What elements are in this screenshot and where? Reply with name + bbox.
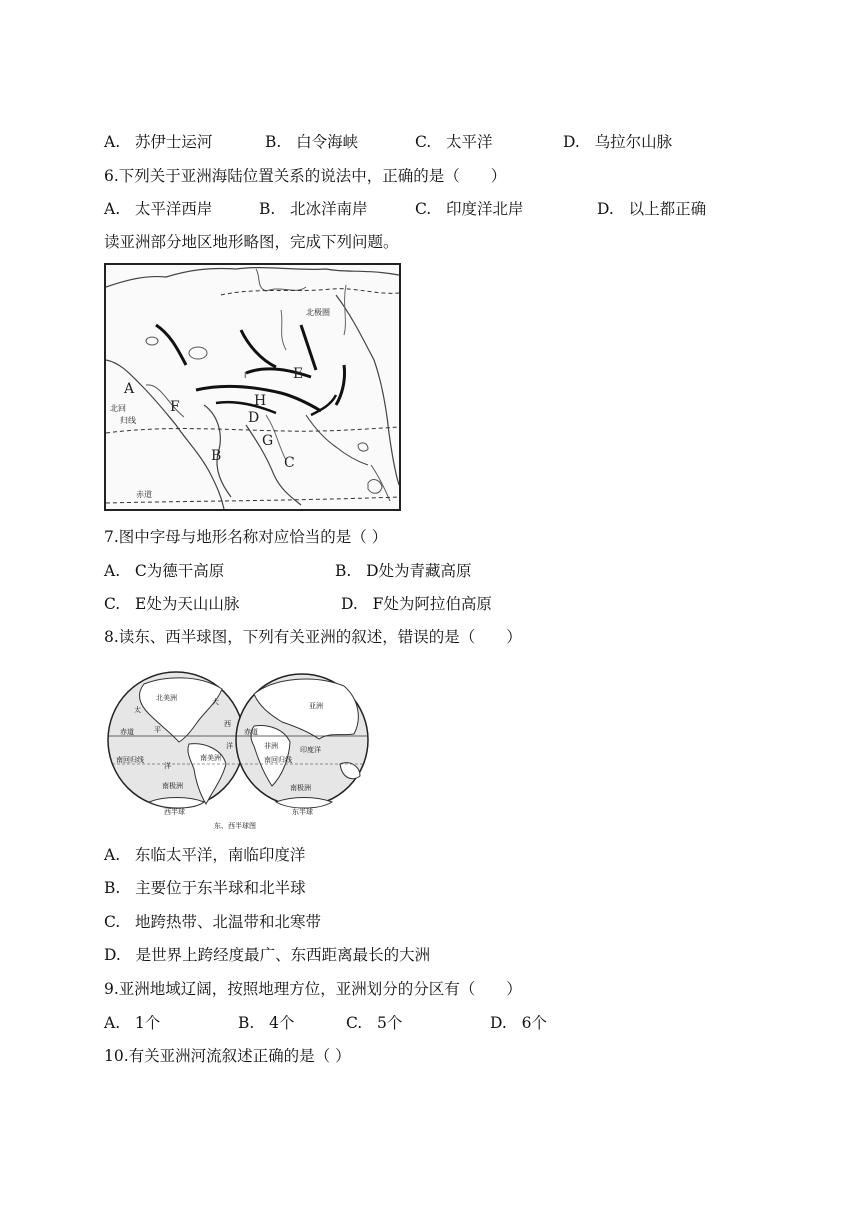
south-america-label: 南美洲 [200, 754, 221, 762]
east-antarctica-label: 南极洲 [290, 784, 311, 792]
option-letter: A. [104, 562, 121, 580]
option-letter: B. [238, 1014, 255, 1032]
west-atlantic-yang: 洋 [226, 742, 233, 750]
map-intro: 读亚洲部分地区地形略图，完成下列问题。 [104, 233, 399, 251]
q10-stem: 10.有关亚洲河流叙述正确的是（ ） [104, 1047, 351, 1065]
option-text: 4个 [269, 1014, 295, 1032]
q7-option-c[interactable] [104, 594, 239, 614]
map-letter-h: H [254, 393, 267, 409]
option-letter: D. [563, 133, 580, 151]
option-letter: B. [265, 133, 282, 151]
option-letter: D. [597, 200, 614, 218]
africa-label: 非洲 [264, 742, 278, 750]
q8-option-c[interactable] [104, 912, 321, 932]
option-text: 印度洋北岸 [446, 200, 524, 218]
q8-stem: 8.读东、西半球图，下列有关亚洲的叙述，错误的是（ ） [104, 628, 522, 646]
map-letter-c: C [284, 455, 295, 471]
option-text: 5个 [377, 1014, 403, 1032]
map-letter-d: D [248, 410, 260, 426]
option-letter: A. [104, 846, 121, 864]
western-hemisphere [108, 672, 244, 816]
west-hemisphere-label: 西半球 [164, 808, 185, 816]
q7-option-b[interactable] [335, 561, 472, 581]
map-letter-b: B [211, 448, 222, 464]
option-text: 北冰洋南岸 [290, 200, 368, 218]
asia-map-svg [106, 265, 399, 509]
hemispheres-caption: 东、西半球图 [214, 822, 256, 830]
option-letter: C. [104, 913, 121, 931]
option-text: 主要位于东半球和北半球 [135, 879, 306, 897]
west-atlantic-xi: 西 [224, 720, 231, 728]
asia-terrain-map [104, 263, 401, 511]
q9-option-c[interactable] [346, 1013, 402, 1033]
map-letter-i: I [244, 371, 247, 380]
east-tropic-label: 南回归线 [264, 756, 292, 764]
q6-stem: 6.下列关于亚洲海陆位置关系的说法中，正确的是（ ） [104, 167, 507, 185]
map-letter-e: E [293, 366, 304, 382]
west-equator-label: 赤道 [120, 728, 134, 736]
option-letter: A. [104, 200, 121, 218]
option-letter: C. [415, 133, 432, 151]
option-text: F处为阿拉伯高原 [372, 595, 492, 613]
option-text: 1个 [134, 1014, 161, 1032]
option-text: 白令海峡 [296, 133, 359, 151]
asia-label: 亚洲 [309, 702, 323, 710]
q8-option-d[interactable] [104, 945, 430, 965]
option-text: 太平洋西岸 [134, 200, 213, 218]
west-ocean-tai: 太 [134, 706, 141, 714]
west-atlantic-da: 大 [212, 698, 219, 706]
option-letter: B. [104, 879, 121, 897]
q9-option-a[interactable] [104, 1013, 160, 1033]
q5-option-a[interactable] [104, 132, 212, 152]
option-text: 太平洋 [446, 133, 493, 151]
option-letter: B. [259, 200, 276, 218]
equator-label: 赤道 [136, 490, 152, 499]
tropic-label-1: 北回 [110, 404, 126, 413]
option-letter: C. [104, 595, 121, 613]
option-text: 苏伊士运河 [134, 133, 213, 151]
west-ocean-yang: 洋 [164, 762, 171, 770]
option-text: E处为天山山脉 [135, 595, 240, 613]
q7-option-d[interactable] [341, 594, 492, 614]
q7-stem: 7.图中字母与地形名称对应恰当的是（ ） [104, 528, 388, 546]
q6-option-d[interactable] [597, 199, 706, 219]
west-ocean-ping: 平 [154, 726, 161, 734]
option-letter: D. [341, 595, 358, 613]
q6-option-a[interactable] [104, 199, 212, 219]
option-letter: A. [104, 1014, 121, 1032]
option-letter: C. [415, 200, 432, 218]
q8-option-b[interactable] [104, 878, 306, 898]
q8-option-a[interactable] [104, 845, 305, 865]
east-hemisphere-label: 东半球 [292, 808, 313, 816]
option-letter: D. [104, 946, 121, 964]
eastern-hemisphere [236, 674, 368, 816]
q5-option-b[interactable] [265, 132, 358, 152]
q9-stem: 9.亚洲地域辽阔，按照地理方位，亚洲划分的分区有（ ） [104, 980, 522, 998]
west-antarctica-label: 南极洲 [162, 782, 183, 790]
option-text: 乌拉尔山脉 [594, 133, 673, 151]
hemispheres-figure [104, 664, 372, 832]
q7-option-a[interactable] [104, 561, 224, 581]
west-tropic-label: 南回归线 [116, 756, 144, 764]
indian-ocean-label: 印度洋 [300, 746, 321, 754]
option-text: 地跨热带、北温带和北寒带 [135, 913, 322, 931]
map-letter-f: F [170, 399, 180, 415]
option-text: 以上都正确 [628, 200, 707, 218]
q9-option-b[interactable] [238, 1013, 294, 1033]
tropic-label-2: 归线 [120, 416, 136, 425]
q5-option-d[interactable] [563, 132, 672, 152]
map-letter-a: A [124, 381, 135, 397]
q9-option-d[interactable] [490, 1013, 547, 1033]
east-equator-label: 赤道 [244, 728, 258, 736]
option-letter: C. [346, 1014, 363, 1032]
option-letter: B. [335, 562, 352, 580]
q6-option-c[interactable] [415, 199, 524, 219]
option-letter: A. [104, 133, 121, 151]
option-letter: D. [490, 1014, 507, 1032]
map-letter-g: G [262, 433, 274, 449]
q6-option-b[interactable] [259, 199, 368, 219]
option-text: D处为青藏高原 [366, 562, 472, 580]
option-text: 东临太平洋，南临印度洋 [134, 846, 306, 864]
arctic-circle-label: 北极圈 [306, 308, 330, 317]
hemispheres-svg [104, 664, 372, 832]
option-text: 是世界上跨经度最广、东西距离最长的大洲 [135, 946, 431, 964]
option-text: C为德干高原 [134, 562, 225, 580]
option-text: 6个 [521, 1014, 547, 1032]
q5-option-c[interactable] [415, 132, 493, 152]
north-america-label: 北美洲 [156, 694, 177, 702]
